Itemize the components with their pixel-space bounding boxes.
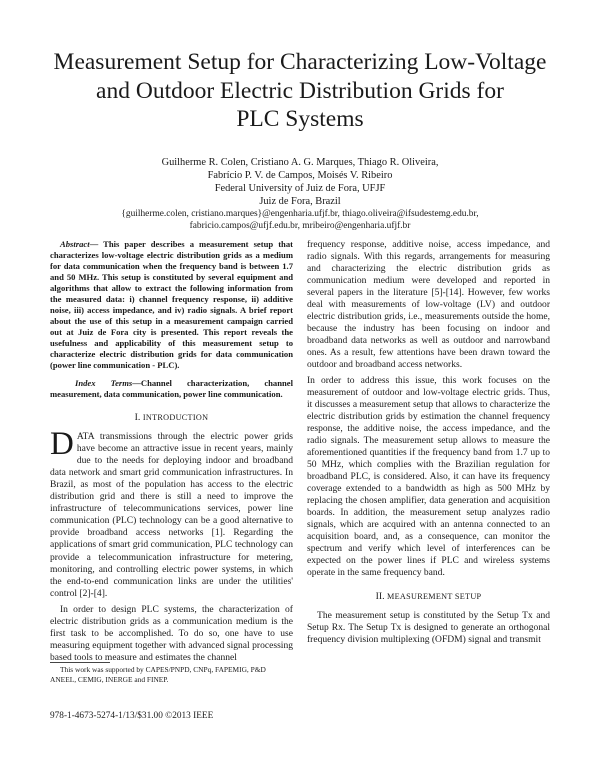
paper-title [40,48,560,134]
index-terms-text: —Channel characterization, channel measurement, data communication, power line communication. [50,378,293,399]
section-title: MEASUREMENT SETUP [387,592,482,602]
affiliation: Federal University of Juiz de Fora, UFJF [214,183,386,194]
abstract-label: Abstract [60,239,90,249]
copyright-notice: 978-1-4673-5274-1/13/$31.00 ©2013 IEEE [50,711,214,721]
footnote: This work was supported by CAPES/PNPD, CNPq, FAPEMIG, P&D ANEEL, CEMIG, INERGE and FINEP. [50,665,266,684]
author-names: Guilherme R. Colen, Cristiano A. G. Marques, Thiago R. Oliveira, [161,157,439,168]
intro-paragraph-2: In order to design PLC systems, the characterization of electric distribution grids as a communication medium is the first task to be accomplished. To do so, one have to use measuring equipment together with advanced signal processing based tools to measure and estimates the channel [50,603,293,663]
abstract [50,239,293,371]
title-line: and Outdoor Electric Distribution Grids for [96,77,504,104]
index-terms-label: Index Terms [75,378,133,388]
abstract-text: — This paper describes a measurement setup that characterizes low-voltage electric distribution grids as a medium for data communication when the frequency band is between 1.7 and 50 MHz. This setup is constituted by several equipment and algorithms that allow to extract the following information from the measured data: i) channel frequency response, ii) additive noise, iii) access impedance, and iv) radio signals. A brief report about the use of this setup in a measurement campaign carried out at Juiz de Fora city is presented. This report reveals the usefulness and applicability of this measurement setup to characterize electric distribution grids for data communication (power line communication - PLC). [50,239,293,370]
title-line: Measurement Setup for Characterizing Low-Voltage [53,49,547,75]
affiliation-location: Juiz de Fora, Brazil [259,196,341,207]
drop-cap: D [50,426,74,463]
body-paragraph: frequency response, additive noise, access impedance, and radio signals. With this regards, arrangements for measuring and characterizing the electric distribution grids as communication medium were developed and reported in several papers in the literature [5]-[14]. However, few works deal with measurements of low-voltage (LV) and outdoor electric distribution grids, i.e., measurements outside the home, because the industry has been focusing on indoor and broadband data networks as well as outdoor and narrowband ones. As a result, few attentions have been drawn toward the outdoor and broadband access networks. [307,239,550,371]
section-heading-measurement-setup: II. MEASUREMENT SETUP [375,591,482,603]
body-paragraph: In order to address this issue, this work focuses on the measurement of outdoor and low-voltage electric grids. Thus, it discusses a measurement setup that allows to characterize the electric distribution grids by estimation the channel frequency response, the additive noise, the access impedance, and the radio signals. The measurement setup allows to measure the aforementioned quantities if the frequency band from 1.7 up to 50 MHz, which complies with the Brazilian regulation for broadband PLC, is considered. Also, it can have its frequency coverage extended to a bandwidth as high as 500 MHz by replacing the chosen amplifier, data generation and acquisition boards. In addition, the measurement setup analyzes radio signals, which are acquired with an antenna connected to an acquisition board, and, as a consequence, can monitor the spectrum and verify which level of interferences can be expected on the power lines if PLC and wireless systems operate in the same frequency band. [307,374,550,579]
right-column [307,239,550,647]
setup-paragraph: The measurement setup is constituted by the Setup Tx and Setup Rx. The Setup Tx is designed to generate an orthogonal frequency division multiplexing (OFDM) signal and transmit [307,610,550,646]
section-heading-introduction: I. INTRODUCTION [134,412,209,423]
section-title: INTRODUCTION [142,413,209,422]
author-emails: {guilherme.colen, cristiano.marques}@engenharia.ufjf.br, thiago.oliveira@ifsudestemg.edu.br, [121,209,479,219]
left-column [50,239,293,664]
title-line: PLC Systems [236,106,364,132]
intro-text: ATA transmissions through the electric power grids have become an attractive issue in recent years, mainly due to the needs for deploying indoor and broadband data network and smart grid communication infrastructures. In Brazil, as most of the population has access to the electric distribution grid and there is still a need to improve the infrastructure of telecommunications services, power line communication (PLC) technology can be a good alternative to provide broadband access networks [1]. Regarding the applications of smart grid communication, PLC technology can provide a telecommunication infrastructure for metering, monitoring, and controlling electric power systems, in which the end-to-end communication links are under the utilities' control [2]-[4]. [50,431,293,599]
author-emails: fabricio.campos@ufjf.edu.br, mribeiro@engenharia.ufjf.br [189,221,411,231]
footnote-divider [50,662,110,663]
intro-paragraph [50,426,293,600]
author-names: Fabrício P. V. de Campos, Moisés V. Ribeiro [207,170,393,181]
author-block [40,156,560,232]
index-terms [50,378,293,400]
